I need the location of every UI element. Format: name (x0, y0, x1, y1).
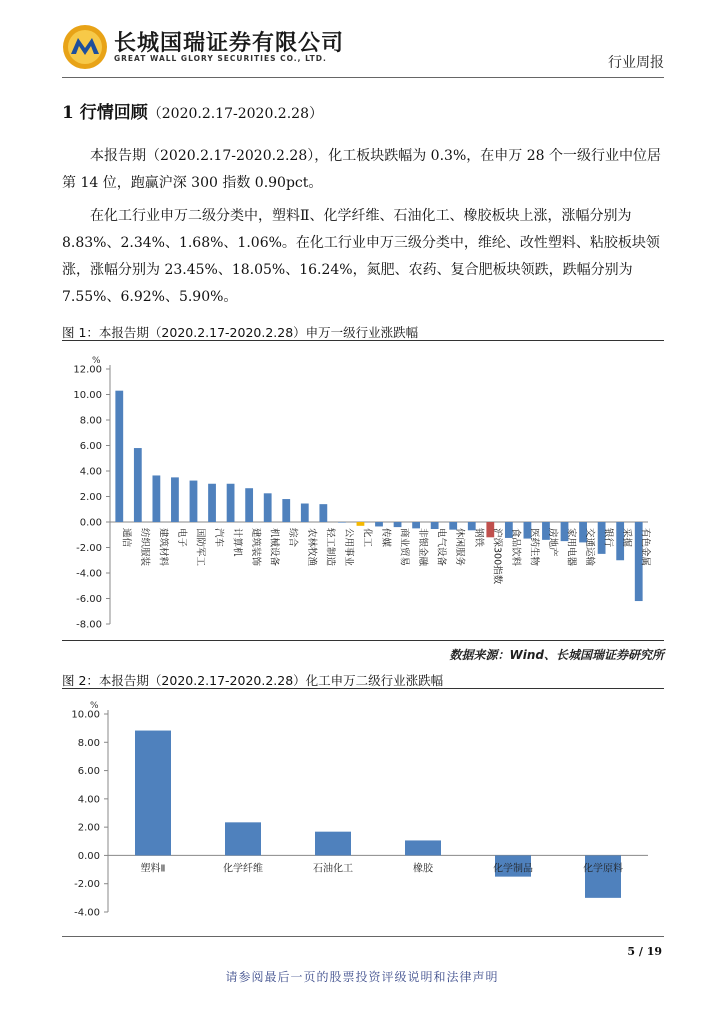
x-tick-label: 非银金融 (417, 528, 429, 567)
x-tick-label: 塑料Ⅱ (140, 863, 166, 875)
x-tick-label: 房地产 (546, 528, 558, 557)
x-tick-label: 钢铁 (472, 528, 484, 548)
x-tick-label: 计算机 (231, 528, 243, 557)
y-tick-label: 8.00 (77, 737, 100, 749)
bar (282, 499, 290, 522)
bar (208, 484, 216, 522)
y-tick-label: 12.00 (73, 364, 102, 376)
x-tick-label: 建筑材料 (157, 528, 169, 567)
bar (134, 448, 142, 522)
bar (301, 504, 309, 522)
x-tick-label: 采掘 (621, 528, 633, 548)
bar (405, 840, 441, 855)
y-tick-label: 6.00 (79, 441, 102, 452)
bar (338, 522, 346, 523)
paragraph-2: 在化工行业申万二级分类中，塑料Ⅱ、化学纤维、石油化工、橡胶板块上涨，涨幅分别为 8.83%、2.34%、1.68%、1.06%。在化工行业申万三级分类中，维纶、改性塑料、粘胶板块领涨，涨幅分别为 23.45%、18.05%、16.24%，氮肥、农药、复合肥板块领跌，跌幅分别为 7.55%、6.92%、5.90%。 (62, 208, 660, 305)
x-tick-label: 机械设备 (268, 528, 280, 567)
page-header (62, 24, 664, 78)
section-range: （2020.2.17-2020.2.28） (147, 106, 323, 122)
bar (264, 493, 272, 522)
paragraph-1: 本报告期（2020.2.17-2020.2.28），化工板块跌幅为 0.3%，在申万 28 个一级行业中位居第 14 位，跑赢沪深 300 指数 0.90pct。 (62, 148, 661, 191)
x-tick-label: 公用事业 (342, 528, 354, 567)
x-tick-label: 交通运输 (584, 528, 596, 567)
x-tick-label: 化工 (361, 528, 373, 548)
y-tick-label: 0.00 (79, 517, 102, 529)
page-number: 5 / 19 (627, 945, 662, 958)
figure-1-bottom-rule (62, 640, 664, 641)
x-tick-label: 化学原料 (583, 863, 623, 875)
bar (115, 391, 123, 522)
footer-disclaimer: 请参阅最后一页的股票投资评级说明和法律声明 (225, 970, 499, 984)
x-tick-label: 医药生物 (528, 528, 540, 567)
y-tick-label: 10.00 (71, 709, 100, 721)
bar (585, 855, 621, 897)
y-tick-label: -8.00 (76, 619, 102, 631)
footer-divider (62, 936, 664, 937)
x-tick-label: 石油化工 (313, 863, 353, 875)
y-tick-label: -4.00 (76, 568, 102, 580)
y-tick-label: 4.00 (79, 466, 102, 478)
bar (245, 488, 253, 522)
x-tick-label: 轻工制造 (324, 528, 336, 567)
y-tick-label: 2.00 (77, 822, 100, 834)
y-tick-label: 6.00 (77, 766, 100, 778)
x-tick-label: 橡胶 (413, 863, 433, 875)
x-tick-label: 有色金属 (639, 528, 651, 567)
y-unit-label: % (92, 356, 101, 366)
bar (225, 822, 261, 855)
x-tick-label: 沪深300指数 (491, 528, 503, 585)
figure-1-chart (62, 345, 664, 635)
bar (135, 731, 171, 856)
bar (171, 477, 179, 522)
x-tick-label: 建筑装饰 (250, 528, 262, 567)
figure-1-top-rule (62, 340, 664, 341)
bar (315, 832, 351, 856)
bar (394, 522, 402, 527)
y-tick-label: 10.00 (73, 390, 102, 401)
x-tick-label: 汽车 (213, 528, 225, 548)
y-tick-label: 0.00 (77, 850, 100, 862)
figure-2-chart (62, 698, 664, 926)
x-tick-label: 化学制品 (493, 863, 533, 875)
figure-1-title: 图 1：本报告期（2020.2.17-2020.2.28）申万一级行业涨跌幅 (62, 325, 419, 340)
x-tick-label: 农林牧渔 (305, 528, 317, 567)
x-tick-label: 休闲服务 (454, 528, 466, 567)
x-tick-label: 传媒 (380, 528, 391, 548)
bar (357, 522, 365, 526)
y-tick-label: 8.00 (79, 415, 102, 427)
figure-1-source: 数据来源：Wind、长城国瑞证券研究所 (449, 648, 664, 662)
x-tick-label: 化学纤维 (223, 863, 263, 875)
header-divider (62, 77, 664, 78)
y-unit-label: % (90, 701, 99, 711)
y-tick-label: -2.00 (76, 543, 102, 554)
report-type: 行业周报 (608, 55, 664, 71)
y-tick-label: -2.00 (74, 879, 100, 891)
company-logo-icon (62, 24, 108, 70)
figure-2-top-rule (62, 688, 664, 689)
company-name-cn: 长城国瑞证券有限公司 (114, 31, 345, 56)
y-tick-label: 4.00 (77, 794, 100, 806)
x-tick-label: 电气设备 (435, 528, 447, 567)
section-heading: 1 行情回顾 (62, 103, 148, 123)
bar (152, 475, 160, 522)
x-tick-label: 通信 (120, 528, 132, 548)
bar (227, 484, 235, 522)
x-tick-label: 国防军工 (194, 528, 206, 567)
y-tick-label: -6.00 (76, 594, 102, 605)
y-tick-label: 2.00 (79, 492, 102, 503)
figure-2-title: 图 2：本报告期（2020.2.17-2020.2.28）化工申万二级行业涨跌幅 (62, 673, 444, 688)
bar (190, 481, 198, 522)
section-title (62, 98, 323, 123)
y-tick-label: -4.00 (74, 907, 100, 919)
bar (375, 522, 383, 526)
x-tick-label: 纺织服装 (138, 528, 150, 567)
bar (319, 504, 327, 522)
x-tick-label: 电子 (175, 528, 187, 548)
x-tick-label: 银行 (602, 528, 614, 548)
x-tick-label: 综合 (287, 528, 299, 548)
company-name-en: GREAT WALL GLORY SECURITIES CO., LTD. (114, 54, 327, 63)
x-tick-label: 商业贸易 (398, 528, 410, 567)
x-tick-label: 家用电器 (565, 528, 577, 567)
x-tick-label: 食品饮料 (509, 528, 521, 567)
